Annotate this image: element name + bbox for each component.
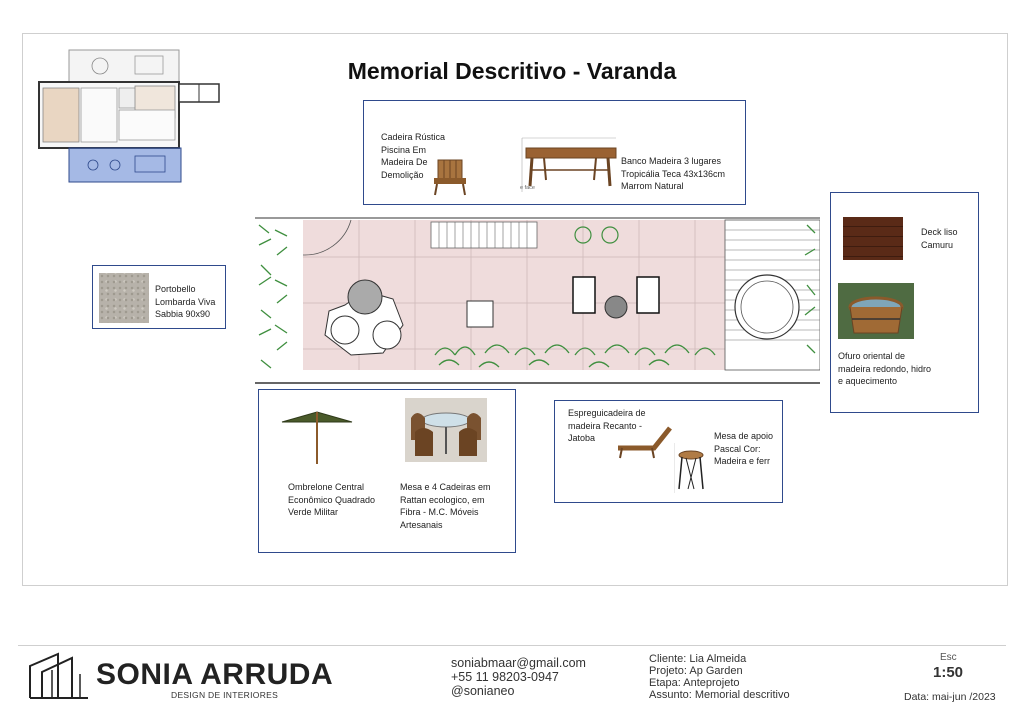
scale-label: Esc xyxy=(940,652,957,663)
ombrelone-image xyxy=(280,410,354,466)
mesa-label: Mesa e 4 Cadeiras em Rattan ecologico, em Fibra - M.C. Móveis Artesanais xyxy=(400,482,491,530)
cadeira-rustica-image xyxy=(430,158,470,196)
portobello-swatch xyxy=(99,273,149,323)
varanda-floor-plan xyxy=(255,215,820,390)
contact-phone: +55 11 98203-0947 xyxy=(451,670,559,684)
mesa-apoio-label: Mesa de apoio Pascal Cor: Madeira e ferr xyxy=(714,431,774,466)
project-subject: Assunto: Memorial descritivo xyxy=(649,689,790,701)
mesa-apoio-image xyxy=(674,443,708,493)
contact-social: @sonianeo xyxy=(451,684,515,698)
page-title: Memorial Descritivo - Varanda xyxy=(347,58,677,84)
footer-divider xyxy=(18,645,1006,646)
banco-dimension-label: e face xyxy=(520,185,535,191)
project-info xyxy=(649,653,790,701)
banco-label: Banco Madeira 3 lugares Tropicália Teca 43x136cm Marrom Natural xyxy=(621,156,726,191)
contact-email: soniabmaar@gmail.com xyxy=(451,656,586,670)
espreguicadeira-image xyxy=(614,418,674,460)
date-label: Data: mai-jun /2023 xyxy=(904,691,996,703)
scale-value: 1:50 xyxy=(933,664,964,681)
project-stage: Etapa: Anteprojeto xyxy=(649,677,740,689)
deck-label: Deck liso Camuru xyxy=(921,227,958,250)
ombrelone-label: Ombrelone Central Econômico Quadrado Verde Militar xyxy=(288,482,376,517)
project-name: Projeto: Ap Garden xyxy=(649,665,743,677)
mesa-rattan-image xyxy=(405,398,487,462)
cadeira-label: Cadeira Rústica Piscina Em Madeira De Demolição xyxy=(381,132,446,180)
espreguicadeira-label: Espreguicadeira de madeira Recanto - Jatoba xyxy=(568,408,646,443)
deck-camuru-swatch xyxy=(843,217,903,260)
brand-name: SONIA ARRUDA xyxy=(96,658,334,691)
ofuro-image xyxy=(838,283,914,339)
brand-subtitle: DESIGN DE INTERIORES xyxy=(171,690,279,700)
contact-block xyxy=(451,656,586,698)
sonia-arruda-logo-icon xyxy=(28,650,90,700)
ofuro-label: Ofuro oriental de madeira redondo, hidro e aquecimento xyxy=(838,351,932,386)
portobello-label: Portobello Lombarda Viva Sabbia 90x90 xyxy=(155,284,216,319)
key-plan xyxy=(35,48,225,184)
client-name: Cliente: Lia Almeida xyxy=(649,653,747,665)
